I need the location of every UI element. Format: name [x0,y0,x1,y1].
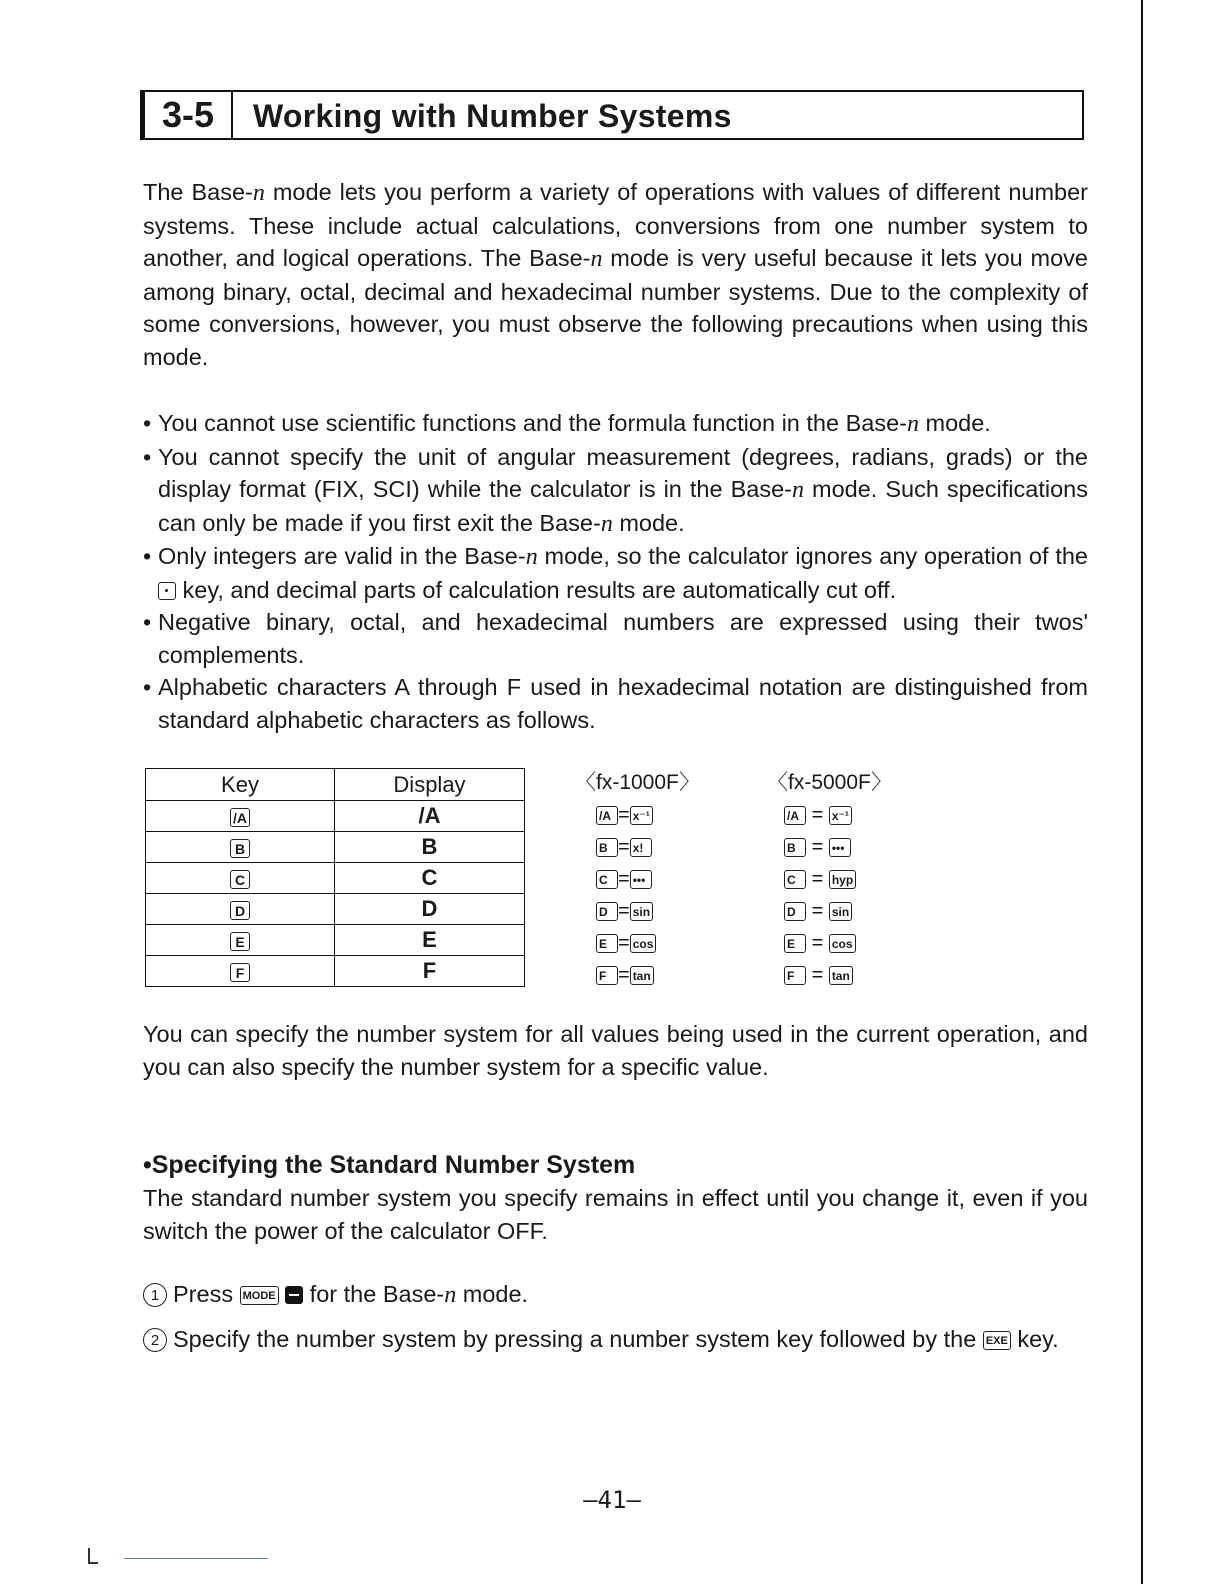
precautions-list [143,407,1088,736]
page-right-rule [1141,0,1143,1584]
list-item [143,540,1088,606]
key-equivalence [596,896,653,926]
table-header-row [146,769,525,801]
specify-paragraph: You can specify the number system for all values being used in the current operation, and you can also specify the number system for a specific value. [143,1021,1088,1080]
display-char: D [421,896,438,921]
equals-sign: = [618,964,630,986]
hex-key-icon: E [784,934,806,953]
hex-key-icon: D [230,901,250,920]
function-key-icon: x⁻¹ [829,806,852,825]
key-equivalence [784,864,856,894]
display-char: C [421,865,438,890]
hex-key-icon: /A [230,808,250,827]
model-label-fx5000f: 〈fx-5000F〉 [767,771,892,794]
step-text: key. [1010,1326,1059,1352]
key-equivalence [784,800,852,830]
equals-sign: = [811,804,824,826]
equals-sign: = [618,836,630,858]
step-1 [143,1278,1088,1312]
function-key-icon: ••• [630,870,652,889]
table-row [146,832,525,863]
bullet-text: mode. Such specifications can only be made if you first exit the Base- [158,476,1088,536]
key-equivalence [784,832,851,862]
bullet-text: key, and decimal parts of calculation results are automatically cut off. [176,576,897,603]
intro-text-3: mode is very useful because it lets you move among binary, octal, decimal and hexadecimal number systems. Due to the complexity of some conversions, however, you must observe the following precautions when using this mode. [143,245,1088,370]
exe-key-icon: EXE [983,1331,1011,1350]
hex-key-icon: B [784,838,806,857]
column-header-display: Display [335,769,525,801]
hex-key-icon: C [784,870,806,889]
base-n-italic: n [791,477,804,503]
list-item [143,606,1088,671]
function-key-icon: tan [630,966,654,985]
table-row [146,801,525,832]
hex-key-icon: E [596,934,618,953]
base-n-italic: n [600,510,613,537]
bullet-text: You cannot specify the unit of angular measurement (degrees, radians, grads) or the display format (FIX, SCI) while the calculator is in the Base- [158,443,1088,502]
step-text: mode. [456,1281,529,1307]
base-n-italic: n [590,246,603,272]
subsection-text: The standard number system you specify remains in effect until you change it, even if you switch the power of the calculator OFF. [143,1185,1088,1244]
list-item [143,441,1088,541]
key-equivalence [596,928,656,958]
equals-sign: = [811,836,824,858]
equals-sign: = [618,900,630,922]
key-equivalence [596,864,652,894]
hex-key-icon: D [596,902,618,921]
list-item [143,671,1088,736]
hex-key-icon: C [596,870,618,889]
section-number: 3-5 [145,92,233,138]
hex-key-icon: F [596,966,618,985]
section-header [140,90,1084,140]
function-key-icon: tan [829,966,853,985]
bullet-text: mode. [918,410,991,436]
function-key-icon: x⁻¹ [630,806,653,825]
intro-text-2: mode lets you perform a variety of operations with values of different number systems. These include actual calculations, conversions from one number system to another, and logical operations. The Base- [143,179,1088,271]
step-text: Specify the number system by pressing a number system key followed by the [173,1326,983,1352]
hex-key-icon: B [596,838,618,857]
display-char: /A [418,803,441,828]
hex-key-icon: E [230,932,250,951]
function-key-icon: sin [630,902,653,921]
bullet-text: You cannot use scientific functions and the formula function in the Base- [158,410,907,436]
subsection-title: •Specifying the Standard Number System [143,1151,636,1179]
bullet-text: Alphabetic characters A through F used in hexadecimal notation are distinguished from standard alphabetic characters as follows. [158,674,1088,733]
hex-key-icon: B [230,839,250,858]
equals-sign: = [811,964,824,986]
key-equivalence [596,800,653,830]
key-equivalence [784,896,852,926]
display-char: F [422,958,437,983]
key-equivalence [784,960,853,990]
step-number-icon: 1 [143,1283,167,1307]
step-text: for the Base- [303,1281,445,1307]
hex-key-icon: F [784,966,806,985]
hex-key-icon: F [230,963,250,982]
equals-sign: = [811,868,824,890]
base-n-italic: n [906,411,919,437]
step-text: Press [173,1281,240,1307]
mode-key-icon: MODE [240,1286,279,1305]
display-char: B [421,834,438,859]
key-equivalence [784,928,856,958]
model-label-fx1000f: 〈fx-1000F〉 [575,771,700,794]
function-key-icon: hyp [829,870,856,889]
display-char: E [422,927,437,952]
key-equivalence [596,832,652,862]
base-n-italic: n [252,180,265,206]
equals-sign: = [811,932,824,954]
bullet-text: mode, so the calculator ignores any operation of the [537,543,1088,569]
minus-key-icon [285,1286,303,1304]
table-row [146,894,525,925]
base-n-italic: n [525,544,538,570]
equals-sign: = [618,932,630,954]
table-row [146,956,525,987]
bullet-text: Only integers are valid in the Base- [158,543,526,569]
list-item [143,407,1088,441]
table-row [146,863,525,894]
intro-text-1: The Base- [143,179,253,205]
column-header-key: Key [146,769,335,801]
key-equivalence [596,960,654,990]
equals-sign: = [811,900,824,922]
bullet-text: mode. [612,509,685,536]
equals-sign: = [618,804,630,826]
section-title: Working with Number Systems [253,98,732,134]
hex-key-table [145,768,525,987]
hex-key-icon: C [230,870,250,889]
hex-key-icon: /A [784,806,806,825]
page-number: —41— [583,1486,641,1514]
bottom-rule [124,1558,268,1559]
decimal-point-key-icon [158,582,176,600]
function-key-icon: cos [630,934,657,953]
corner-mark [88,1548,98,1564]
bullet-text: Negative binary, octal, and hexadecimal numbers are expressed using their twos' complements. [158,609,1088,668]
function-key-icon: ••• [829,838,851,857]
function-key-icon: sin [829,902,852,921]
equals-sign: = [618,868,630,890]
intro-paragraph [143,176,1088,373]
step-number-icon: 2 [143,1328,167,1352]
hex-key-icon: /A [596,806,618,825]
table-row [146,925,525,956]
step-2 [143,1323,1088,1356]
base-n-italic: n [444,1282,457,1308]
hex-key-icon: D [784,902,806,921]
function-key-icon: cos [829,934,856,953]
function-key-icon: x! [630,838,652,857]
